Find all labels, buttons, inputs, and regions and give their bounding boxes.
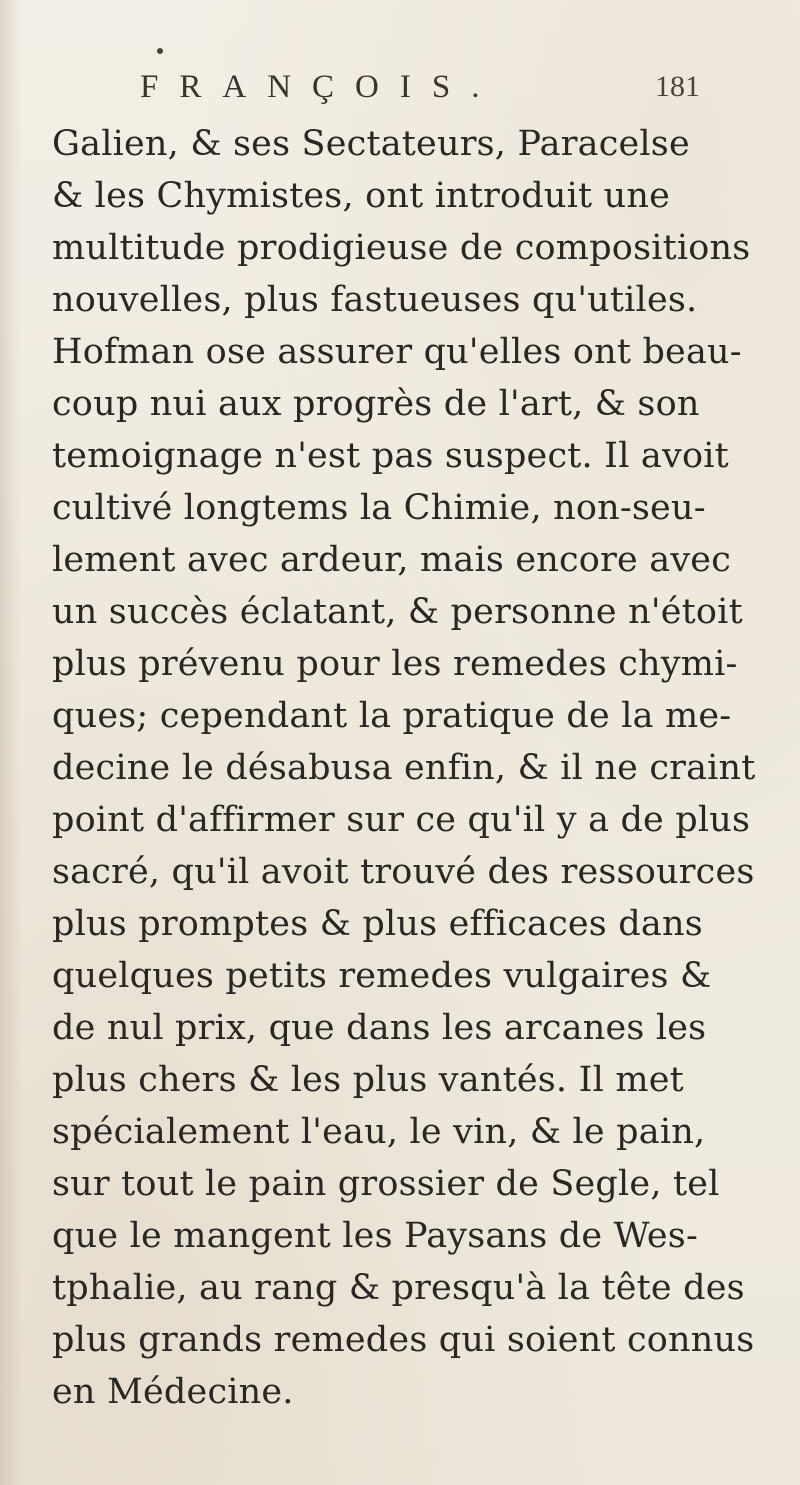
text-line: decine le désabusa enfin, & il ne craint bbox=[52, 748, 756, 788]
text-line: lement avec ardeur, mais encore avec bbox=[52, 540, 732, 580]
text-line: Galien, & ses Sectateurs, Paracelse bbox=[52, 124, 690, 164]
text-line: temoignage n'est pas suspect. Il avoit bbox=[52, 436, 729, 476]
text-line: plus grands remedes qui soient connus bbox=[52, 1320, 755, 1360]
text-line: tphalie, au rang & presqu'à la tête des bbox=[52, 1268, 745, 1308]
text-line: coup nui aux progrès de l'art, & son bbox=[52, 384, 700, 424]
page-number: 181 bbox=[655, 70, 700, 103]
text-line: cultivé longtems la Chimie, non-seu- bbox=[52, 488, 706, 528]
text-line: plus prévenu pour les remedes chymi- bbox=[52, 644, 738, 684]
text-line: Hofman ose assurer qu'elles ont beau- bbox=[52, 332, 742, 372]
text-line: spécialement l'eau, le vin, & le pain, bbox=[52, 1112, 706, 1152]
text-line: plus promptes & plus efficaces dans bbox=[52, 904, 703, 944]
text-line: plus chers & les plus vantés. Il met bbox=[52, 1060, 684, 1100]
text-line: point d'affirmer sur ce qu'il y a de plus bbox=[52, 800, 751, 840]
text-line: un succès éclatant, & personne n'étoit bbox=[52, 592, 743, 632]
ink-dot bbox=[157, 48, 163, 54]
page-edge-shadow bbox=[0, 0, 22, 1485]
running-title: FRANÇOIS. bbox=[140, 69, 501, 105]
text-line: que le mangent les Paysans de Wes- bbox=[52, 1216, 698, 1256]
text-line: sur tout le pain grossier de Segle, tel bbox=[52, 1164, 720, 1204]
running-head bbox=[140, 62, 700, 112]
text-line: en Médecine. bbox=[52, 1372, 294, 1412]
text-line: nouvelles, plus fastueuses qu'utiles. bbox=[52, 280, 698, 320]
text-line: multitude prodigieuse de compositions bbox=[52, 228, 751, 268]
text-line: de nul prix, que dans les arcanes les bbox=[52, 1008, 707, 1048]
text-line: ques; cependant la pratique de la me- bbox=[52, 696, 732, 736]
text-line: quelques petits remedes vulgaires & bbox=[52, 956, 712, 996]
text-line: sacré, qu'il avoit trouvé des ressources bbox=[52, 852, 755, 892]
text-line: & les Chymistes, ont introduit une bbox=[52, 176, 671, 216]
body-text bbox=[52, 118, 772, 1418]
